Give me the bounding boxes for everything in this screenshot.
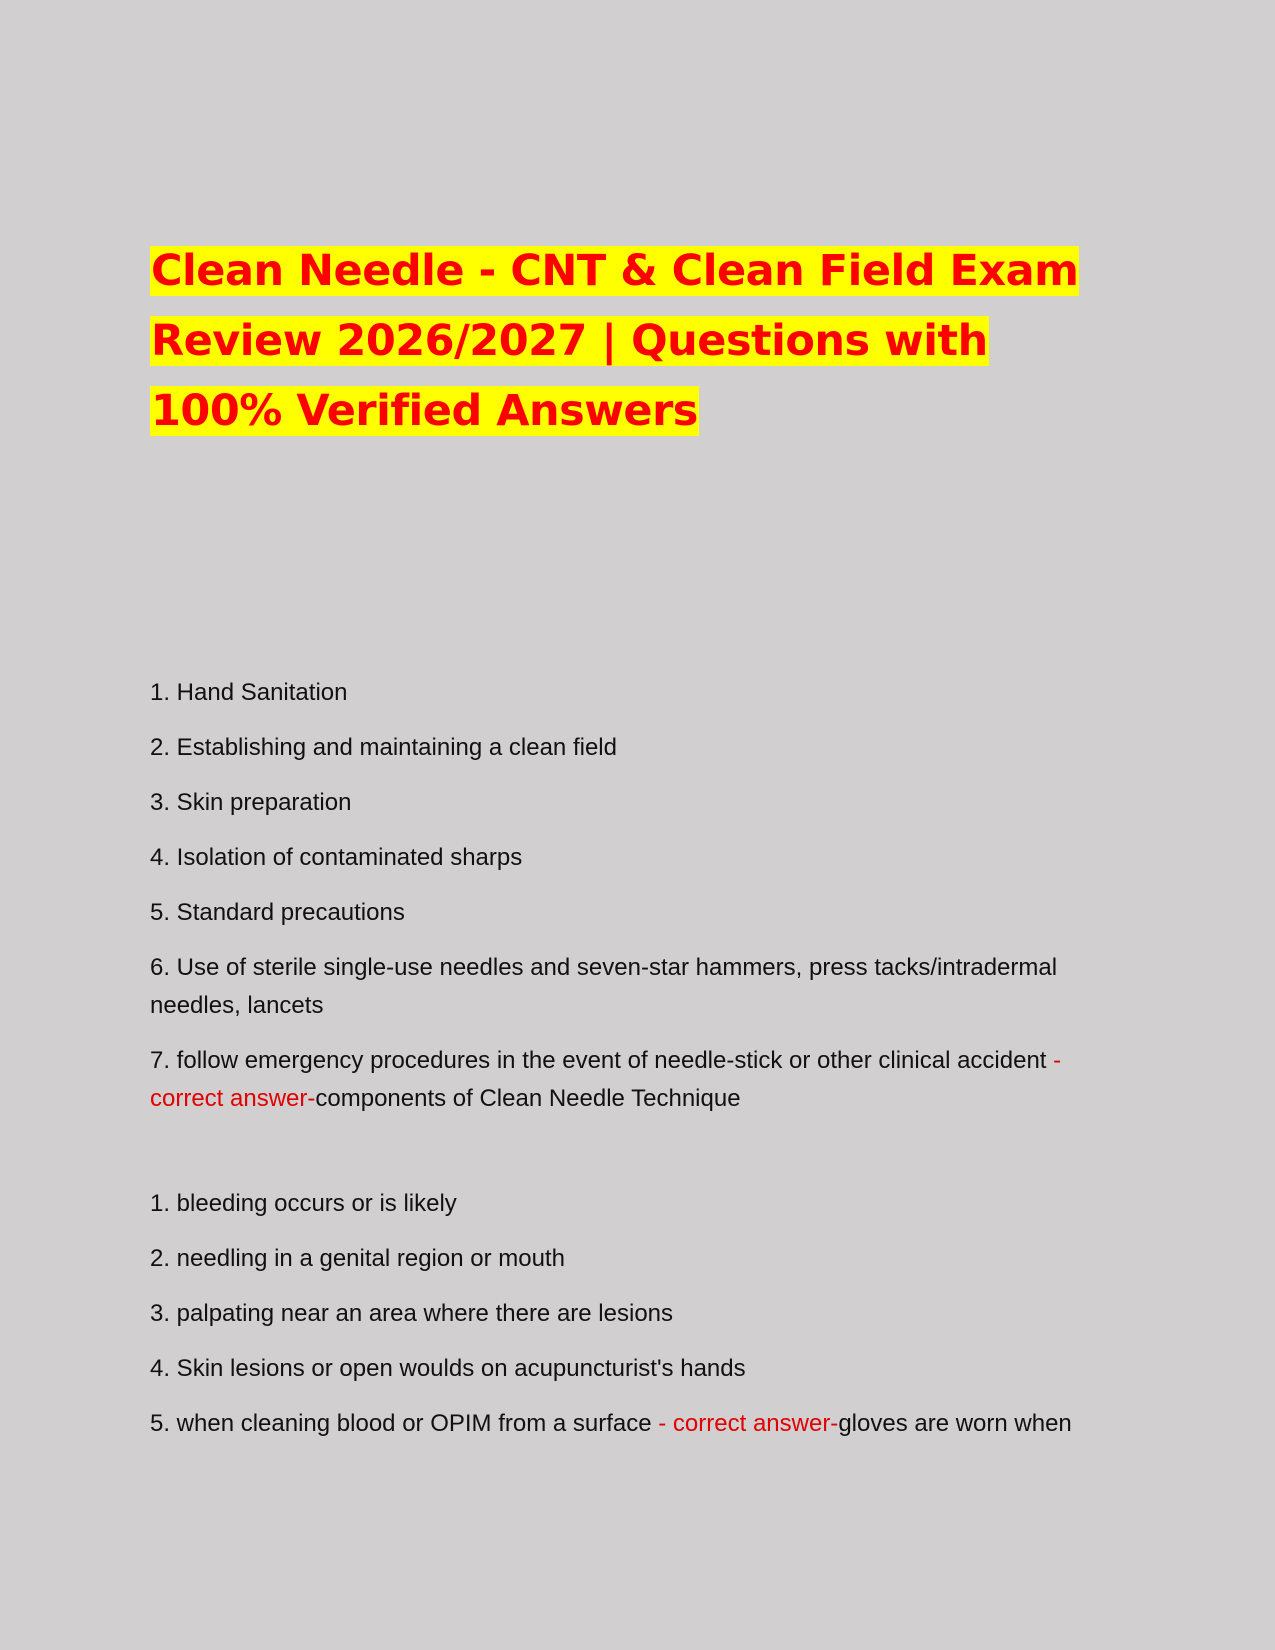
list-item: 1. bleeding occurs or is likely (150, 1190, 457, 1217)
document-title (150, 236, 1125, 446)
answer-text: gloves are worn when (838, 1410, 1072, 1437)
list-item: 4. Skin lesions or open woulds on acupuncturist's hands (150, 1355, 746, 1382)
list-item-with-answer (150, 1042, 1125, 1118)
correct-answer-marker: - correct answer- (150, 1047, 1062, 1112)
list-item: 6. Use of sterile single-use needles and seven-star hammers, press tacks/intradermal needles, lancets (150, 954, 1058, 1019)
list-item-text: 7. follow emergency procedures in the event of needle-stick or other clinical accident (150, 1047, 1054, 1074)
list-item: 1. Hand Sanitation (150, 679, 348, 706)
list-item-text: 5. when cleaning blood or OPIM from a surface (150, 1410, 659, 1437)
question-block-1 (150, 674, 1125, 1118)
answer-text: components of Clean Needle Technique (315, 1085, 741, 1112)
correct-answer-marker: - correct answer- (658, 1410, 839, 1437)
list-item: 2. Establishing and maintaining a clean field (150, 734, 617, 761)
document-content (150, 236, 1125, 1460)
document-title-text: Clean Needle - CNT & Clean Field Exam Review 2026/2027 | Questions with 100% Verified Answers (151, 246, 1079, 436)
list-item: 3. palpating near an area where there are lesions (150, 1300, 674, 1327)
question-block-2 (150, 1185, 1125, 1443)
list-item: 2. needling in a genital region or mouth (150, 1245, 565, 1272)
list-item: 4. Isolation of contaminated sharps (150, 844, 523, 871)
list-item-with-answer (150, 1405, 1125, 1443)
list-item: 3. Skin preparation (150, 789, 352, 816)
list-item: 5. Standard precautions (150, 899, 405, 926)
